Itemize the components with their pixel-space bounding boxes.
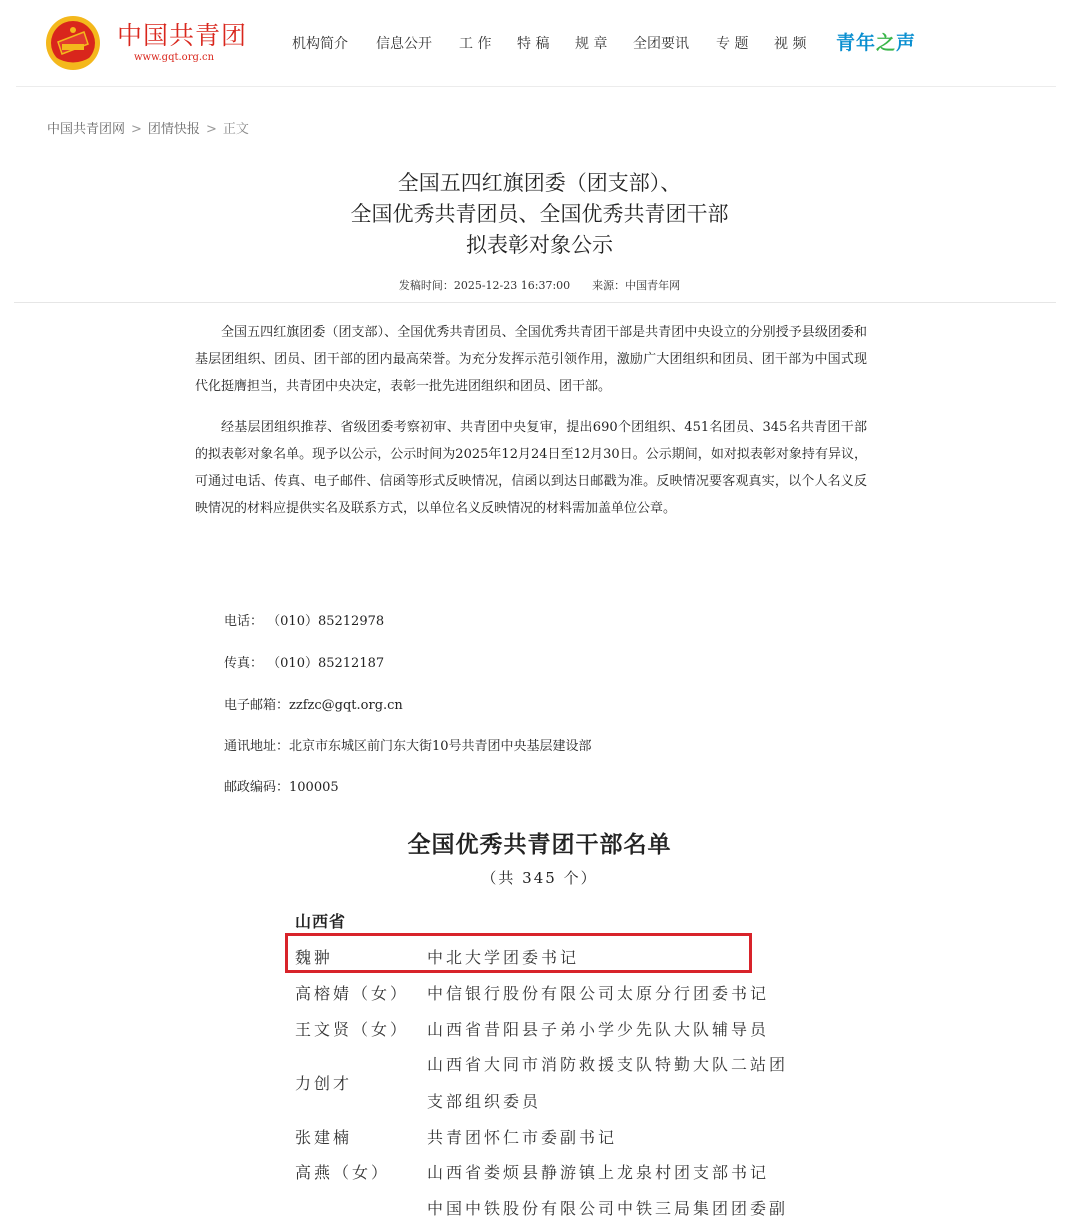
article-title [0, 168, 1079, 261]
list-item-name: 王文贤（女） [295, 1020, 410, 1039]
header-divider [16, 86, 1056, 87]
phone-value: （010）85212978 [267, 614, 385, 629]
youth-voice-logo[interactable] [836, 28, 916, 55]
site-url: www.gqt.org.cn [134, 52, 215, 63]
nav-item-video[interactable]: 视 频 [774, 36, 807, 52]
postcode-value: 100005 [289, 780, 339, 795]
contact-address [224, 735, 592, 754]
breadcrumb-separator: > [131, 122, 142, 137]
youth-voice-part2: 之 [876, 32, 897, 54]
title-line-1: 全国五四红旗团委（团支部）、 [397, 171, 682, 195]
title-line-2: 全国优秀共青团员、全国优秀共青团干部 [350, 202, 729, 226]
list-item-role: 中信银行股份有限公司太原分行团委书记 [427, 984, 770, 1003]
breadcrumb-separator: > [205, 122, 217, 137]
fax-value: （010）85212187 [267, 656, 385, 671]
nav-item-news[interactable]: 全团要讯 [633, 36, 689, 52]
list-item-name: 张建楠 [295, 1128, 353, 1147]
contact-phone [224, 610, 384, 629]
list-count: （共 345 个） [481, 869, 598, 887]
list-title: 全国优秀共青团干部名单 [407, 831, 672, 858]
breadcrumb-home[interactable]: 中国共青团网 [47, 122, 126, 137]
site-header [0, 0, 1079, 88]
publish-time: 2025-12-23 16:37:00 [453, 279, 571, 292]
breadcrumb [47, 118, 249, 137]
nav-item-regulations[interactable]: 规 章 [575, 36, 608, 52]
youth-league-emblem-icon[interactable] [44, 14, 102, 72]
article-paragraph-2 [195, 414, 867, 522]
nav-item-topics[interactable]: 专 题 [716, 36, 749, 52]
list-item-name: 高榕婧（女） [295, 984, 410, 1003]
contact-fax [224, 652, 384, 671]
contact-email [224, 694, 403, 713]
list-item-role: 山西省昔阳县子弟小学少先队大队辅导员 [427, 1020, 770, 1039]
site-name[interactable]: 中国共青团 [117, 21, 248, 50]
list-item-name: 力创才 [295, 1074, 353, 1093]
youth-voice-part3: 声 [896, 32, 917, 54]
nav-item-work[interactable]: 工 作 [459, 36, 492, 52]
address-value: 北京市东城区前门东大街10号共青团中央基层建设部 [289, 739, 592, 754]
fax-label: 传真： [224, 656, 264, 671]
list-item-role: 中国中铁股份有限公司中铁三局集团团委副 [427, 1199, 789, 1218]
list-item-role: 中北大学团委书记 [427, 948, 580, 967]
breadcrumb-section[interactable]: 团情快报 [147, 122, 200, 137]
list-item-role-continued: 支部组织委员 [427, 1092, 542, 1111]
email-value[interactable]: zzfzc@gqt.org.cn [289, 698, 403, 713]
article-paragraph-1 [195, 319, 867, 400]
nav-item-info[interactable]: 信息公开 [376, 36, 432, 52]
title-line-3: 拟表彰对象公示 [466, 233, 613, 257]
source-name: 中国青年网 [625, 279, 681, 292]
province-heading: 山西省 [295, 912, 347, 931]
list-item-name: 高燕（女） [295, 1163, 391, 1182]
paragraph-text: 全国五四红旗团委（团支部）、全国优秀共青团员、全国优秀共青团干部是共青团中央设立的分别授予县级团委和基层团组织、团员、团干部的团内最高荣誉。为充分发挥示范引领作用，激励广大团组织和团员、团干部为中国式现代化挺膺担当，共青团中央决定，表彰一批先进团组织和团员、团干部。 [195, 325, 867, 394]
list-item-role: 山西省大同市消防救援支队特勤大队二站团 [427, 1055, 789, 1074]
list-item-role: 山西省娄烦县静游镇上龙泉村团支部书记 [427, 1163, 770, 1182]
source-label: 来源： [592, 279, 626, 292]
meta-divider [14, 302, 1056, 303]
paragraph-text: 经基层团组织推荐、省级团委考察初审、共青团中央复审，提出690个团组织、451名团员、345名共青团干部的拟表彰对象名单。现予以公示，公示时间为2025年12月24日至12月30日。公示期间，如对拟表彰对象持有异议，可通过电话、传真、电子邮件、信函等形式反映情况，信函以到达日邮戳为准。反映情况要客观真实，以个人名义反映情况的材料应提供实名及联系方式，以单位名义反映情况的材料需加盖单位公章。 [195, 420, 867, 516]
contact-postcode [224, 776, 339, 795]
nav-item-features[interactable]: 特 稿 [517, 36, 550, 52]
breadcrumb-current: 正文 [222, 122, 249, 137]
email-label: 电子邮箱： [224, 698, 290, 713]
list-item-name: 魏翀 [295, 948, 334, 967]
article-meta [0, 277, 1079, 293]
postcode-label: 邮政编码： [224, 780, 290, 795]
publish-label: 发稿时间： [398, 279, 454, 292]
phone-label: 电话： [224, 614, 264, 629]
nav-item-about[interactable]: 机构简介 [292, 36, 348, 52]
list-item-role: 共青团怀仁市委副书记 [427, 1128, 618, 1147]
youth-voice-part1: 青年 [836, 32, 877, 54]
address-label: 通讯地址： [224, 739, 290, 754]
